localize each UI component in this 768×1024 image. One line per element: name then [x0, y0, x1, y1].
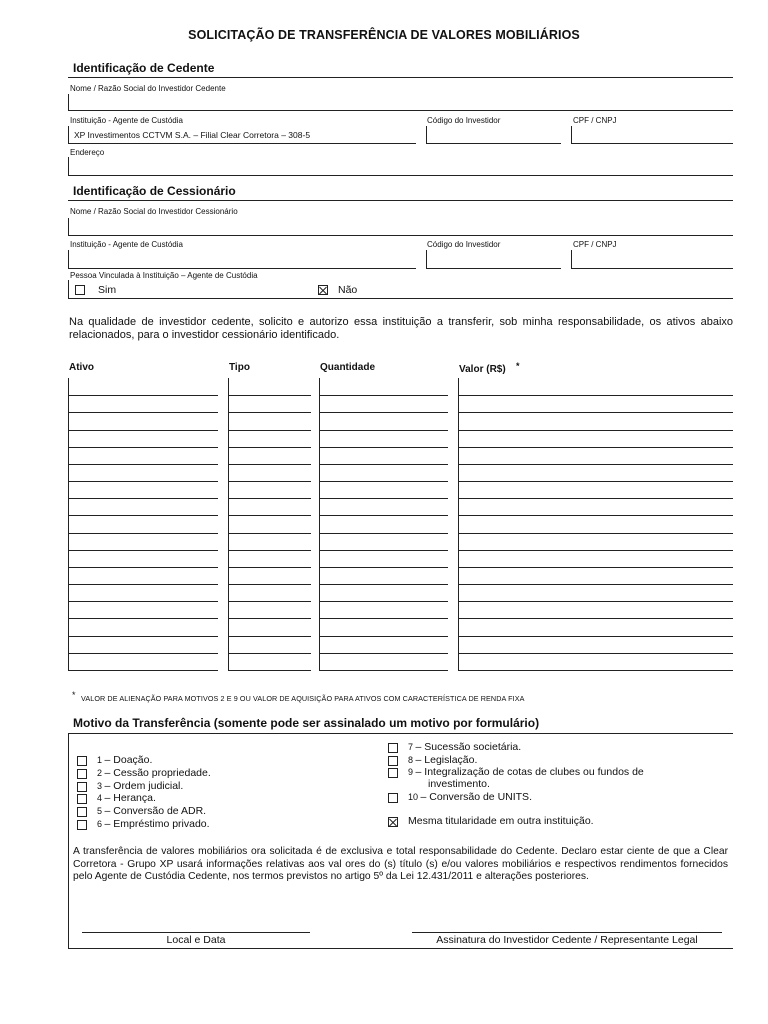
table-cell-ativo[interactable] — [68, 670, 218, 671]
cedente-nome-field[interactable] — [68, 94, 733, 111]
table-cell-valor[interactable] — [458, 412, 733, 413]
table-cell-tipo[interactable] — [228, 670, 311, 671]
table-cell-valor[interactable] — [458, 395, 733, 396]
option-number: 3 — [97, 780, 105, 791]
table-cell-tipo[interactable] — [228, 533, 311, 534]
sim-checkbox[interactable] — [75, 285, 85, 295]
right-option-label — [408, 791, 532, 803]
cedente-codigo-field[interactable] — [426, 126, 561, 144]
table-cell-ativo[interactable] — [68, 533, 218, 534]
table-cell-valor[interactable] — [458, 653, 733, 654]
table-cell-valor[interactable] — [458, 464, 733, 465]
assinatura-line[interactable] — [412, 932, 722, 933]
option-number: 5 — [97, 806, 105, 817]
table-cell-valor[interactable] — [458, 447, 733, 448]
table-cell-quantidade[interactable] — [319, 550, 448, 551]
table-cell-ativo[interactable] — [68, 515, 218, 516]
table-cell-quantidade[interactable] — [319, 670, 448, 671]
table-cell-valor[interactable] — [458, 430, 733, 431]
col-quantidade-header: Quantidade — [320, 362, 376, 373]
right-checkbox-10[interactable] — [388, 793, 398, 803]
table-cell-tipo[interactable] — [228, 515, 311, 516]
table-cell-valor[interactable] — [458, 533, 733, 534]
left-checkbox-3[interactable] — [77, 782, 87, 792]
col-ativo-header: Ativo — [69, 362, 94, 373]
cedente-endereco-field[interactable] — [68, 157, 733, 176]
table-cell-ativo[interactable] — [68, 412, 218, 413]
table-cell-tipo[interactable] — [228, 430, 311, 431]
option-text: Mesma titularidade em outra instituição. — [408, 815, 594, 827]
table-cell-quantidade[interactable] — [319, 464, 448, 465]
left-option-label — [97, 818, 210, 830]
right-option-label — [408, 815, 594, 827]
option-number: 4 — [97, 793, 105, 804]
cedente-instituicao-field[interactable]: XP Investimentos CCTVM S.A. – Filial Clear Corretora – 308-5 — [68, 126, 416, 144]
cedente-instituicao-label: Instituição - Agente de Custódia — [70, 116, 183, 125]
option-number: 9 — [408, 767, 416, 777]
cessionario-nome-field[interactable] — [68, 218, 733, 236]
table-cell-tipo[interactable] — [228, 447, 311, 448]
cessionario-section-header: Identificação de Cessionário — [68, 184, 733, 201]
left-option-label — [97, 805, 206, 817]
table-cell-quantidade[interactable] — [319, 447, 448, 448]
table-cell-valor[interactable] — [458, 498, 733, 499]
cessionario-codigo-label: Código do Investidor — [427, 240, 501, 249]
col-tipo-header: Tipo — [229, 362, 250, 373]
motivo-bottom-border — [68, 948, 733, 949]
table-cell-quantidade[interactable] — [319, 395, 448, 396]
table-cell-quantidade[interactable] — [319, 412, 448, 413]
right-checkbox-8[interactable] — [388, 756, 398, 766]
vinculada-label: Pessoa Vinculada à Instituição – Agente de Custódia — [70, 271, 258, 280]
sim-label: Sim — [98, 284, 117, 296]
right-checkbox-7[interactable] — [388, 743, 398, 753]
table-cell-quantidade[interactable] — [319, 498, 448, 499]
right-checkbox-9[interactable] — [388, 768, 398, 778]
left-option-label — [97, 754, 152, 766]
cedente-nome-label: Nome / Razão Social do Investidor Cedente — [70, 84, 226, 93]
table-cell-ativo[interactable] — [68, 395, 218, 396]
table-cell-ativo[interactable] — [68, 481, 218, 482]
option-text: – Ordem judicial. — [104, 779, 184, 792]
option-number: 7 — [408, 742, 416, 752]
cessionario-cpf-field[interactable] — [571, 250, 733, 269]
table-cell-tipo[interactable] — [228, 464, 311, 465]
table-cell-tipo[interactable] — [228, 618, 311, 619]
table-cell-tipo[interactable] — [228, 481, 311, 482]
authorization-text: Na qualidade de investidor cedente, solicito e autorizo essa instituição a transferir, sob minha responsabilidade, os ativos abaixo relacionados, para o investidor cessionário identificado. — [69, 316, 733, 341]
table-cell-quantidade[interactable] — [319, 430, 448, 431]
table-cell-valor[interactable] — [458, 601, 733, 602]
option-text: – Legislação. — [415, 753, 478, 766]
option-number: 2 — [97, 767, 105, 778]
left-checkbox-6[interactable] — [77, 820, 87, 830]
table-cell-tipo[interactable] — [228, 395, 311, 396]
col-tipo-border — [228, 378, 229, 670]
table-cell-ativo[interactable] — [68, 567, 218, 568]
table-cell-valor[interactable] — [458, 670, 733, 671]
table-cell-valor[interactable] — [458, 618, 733, 619]
option-text: – Cessão propriedade. — [104, 766, 211, 779]
option-text: – Doação. — [104, 754, 153, 766]
table-cell-tipo[interactable] — [228, 412, 311, 413]
table-cell-tipo[interactable] — [228, 653, 311, 654]
table-cell-tipo[interactable] — [228, 584, 311, 585]
table-cell-ativo[interactable] — [68, 584, 218, 585]
table-cell-tipo[interactable] — [228, 601, 311, 602]
table-cell-valor[interactable] — [458, 481, 733, 482]
table-cell-quantidade[interactable] — [319, 567, 448, 568]
table-cell-ativo[interactable] — [68, 601, 218, 602]
right-option-label — [408, 766, 644, 778]
table-cell-ativo[interactable] — [68, 447, 218, 448]
cessionario-instituicao-field[interactable] — [68, 250, 416, 269]
right-checkbox-outra[interactable] — [388, 817, 398, 827]
option-number: 1 — [97, 755, 105, 765]
right-option-label-continued: investimento. — [428, 778, 490, 790]
nao-checkbox[interactable] — [318, 285, 328, 295]
declaration-text: A transferência de valores mobiliários ora solicitada é de exclusiva e total responsabilidade do Cedente. Declaro estar ciente de que a Clear Corretora - Grupo XP usará informações relativas aos val ores do (s) título (s) e/ou valores mobiliários e respectivos rendimentos fornecidos pelo Agente de Custódia Cedente, nos termos previstos no artigo 5º da Lei 12.431/2011 e alterações posteriores. — [73, 846, 728, 882]
left-option-label — [97, 767, 211, 779]
option-text: – Herança. — [104, 792, 156, 805]
table-cell-quantidade[interactable] — [319, 515, 448, 516]
cedente-section-header: Identificação de Cedente — [68, 61, 733, 78]
cessionario-codigo-field[interactable] — [426, 250, 561, 269]
table-cell-valor[interactable] — [458, 550, 733, 551]
option-text: – Sucessão societária. — [415, 741, 522, 753]
motivo-left-border — [68, 734, 69, 949]
table-cell-ativo[interactable] — [68, 653, 218, 654]
table-cell-quantidade[interactable] — [319, 601, 448, 602]
col-valor-header: Valor (R$) — [459, 364, 506, 375]
cedente-cpf-label: CPF / CNPJ — [573, 116, 617, 125]
vinculada-field — [68, 280, 733, 299]
table-cell-ativo[interactable] — [68, 636, 218, 637]
col-ativo-border — [68, 378, 69, 670]
table-cell-ativo[interactable] — [68, 498, 218, 499]
left-checkbox-4[interactable] — [77, 794, 87, 804]
cessionario-nome-label: Nome / Razão Social do Investidor Cessionário — [70, 207, 238, 216]
cessionario-cpf-label: CPF / CNPJ — [573, 240, 617, 249]
table-cell-tipo[interactable] — [228, 498, 311, 499]
right-option-label — [408, 741, 521, 753]
table-cell-ativo[interactable] — [68, 618, 218, 619]
col-quantidade-border — [319, 378, 320, 670]
left-checkbox-5[interactable] — [77, 807, 87, 817]
table-cell-tipo[interactable] — [228, 636, 311, 637]
footnote-asterisk: * — [72, 690, 76, 700]
local-data-line[interactable] — [82, 932, 310, 933]
option-text: – Integralização de cotas de clubes ou fundos de — [415, 766, 644, 778]
table-cell-quantidade[interactable] — [319, 481, 448, 482]
table-cell-valor[interactable] — [458, 515, 733, 516]
table-cell-quantidade[interactable] — [319, 618, 448, 619]
form-title: SOLICITAÇÃO DE TRANSFERÊNCIA DE VALORES MOBILIÁRIOS — [188, 28, 580, 42]
table-cell-quantidade[interactable] — [319, 584, 448, 585]
table-cell-valor[interactable] — [458, 584, 733, 585]
option-number: 8 — [408, 754, 416, 765]
table-cell-quantidade[interactable] — [319, 533, 448, 534]
table-cell-tipo[interactable] — [228, 550, 311, 551]
cessionario-instituicao-label: Instituição - Agente de Custódia — [70, 240, 183, 249]
col-valor-asterisk: * — [516, 361, 520, 371]
table-cell-ativo[interactable] — [68, 464, 218, 465]
footnote-text: VALOR DE ALIENAÇÃO PARA MOTIVOS 2 E 9 OU VALOR DE AQUISIÇÃO PARA ATIVOS COM CARACTERÍSTICA DE RENDA FIXA — [81, 694, 525, 703]
nao-label: Não — [338, 284, 358, 296]
table-cell-ativo[interactable] — [68, 430, 218, 431]
cedente-endereco-label: Endereço — [70, 148, 105, 157]
table-cell-quantidade[interactable] — [319, 636, 448, 637]
option-number: 10 — [408, 791, 421, 802]
cedente-cpf-field[interactable] — [571, 126, 733, 144]
option-text: – Conversão de UNITS. — [420, 790, 532, 803]
assinatura-label: Assinatura do Investidor Cedente / Representante Legal — [436, 934, 698, 946]
option-text: – Conversão de ADR. — [104, 805, 207, 818]
left-checkbox-1[interactable] — [77, 756, 87, 766]
option-number: 6 — [97, 819, 105, 829]
col-valor-border — [458, 378, 459, 670]
table-cell-quantidade[interactable] — [319, 653, 448, 654]
option-text: – Empréstimo privado. — [104, 818, 210, 830]
table-cell-tipo[interactable] — [228, 567, 311, 568]
table-cell-ativo[interactable] — [68, 550, 218, 551]
table-cell-valor[interactable] — [458, 567, 733, 568]
motivo-section-header: Motivo da Transferência (somente pode ser assinalado um motivo por formulário) — [68, 716, 733, 734]
table-cell-valor[interactable] — [458, 636, 733, 637]
right-option-label — [408, 754, 477, 766]
left-option-label — [97, 792, 156, 804]
cedente-codigo-label: Código do Investidor — [427, 116, 501, 125]
local-data-label: Local e Data — [166, 934, 226, 946]
left-option-label — [97, 780, 183, 792]
left-checkbox-2[interactable] — [77, 769, 87, 779]
